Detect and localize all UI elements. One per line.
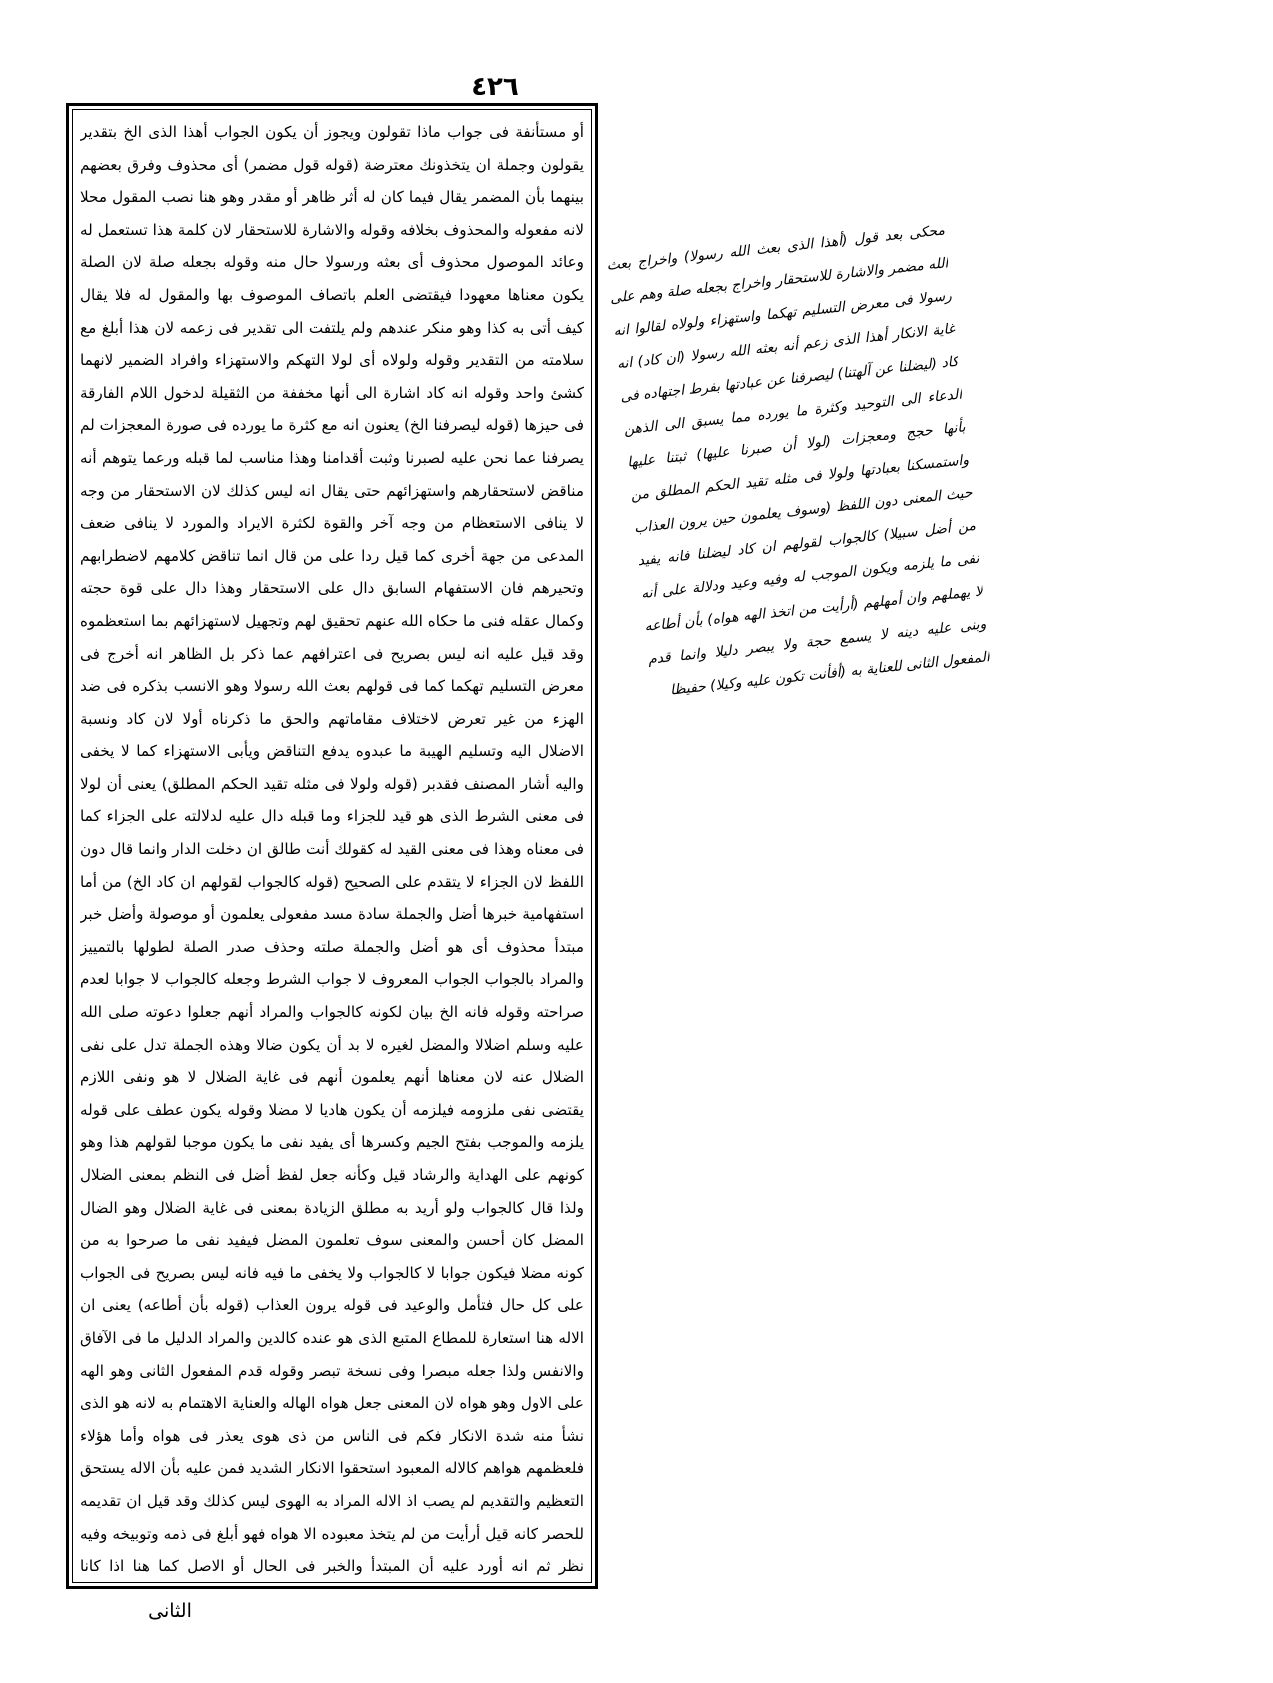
main-text-paragraph: أو مستأنفة فى جواب ماذا تقولون ويجوز أن يكون الجواب أهذا الذى الخ بتقدير يقولون وجملة ان يتخذونك معترضة (قوله قول مضمر) أى محذوف وفرق بعضهم بينهما بأن المضمر يقال فيما كان له أثر ظاهر أو مقدر وهو هنا نصب المقول محلا لانه مفعوله والمحذوف بخلافه وقوله والاشارة للاستحقار لان كلمة هذا تستعمل له وعائد الموصول محذوف أى بعثه ورسولا حال منه وقوله بجعله صلة لان الصلة يكون معناها معهودا فيقتضى العلم باتصاف الموصوف بها والمقول له فلا يقال كيف أتى به كذا وهو منكر عندهم ولم يلتفت الى تقدير فى زعمه لان هذا أبلغ مع سلامته من التقدير وقوله ولولاه أى لولا التهكم والاستهزاء وافراد الضمير لانهما كشئ واحد وقوله انه كاد اشارة الى أنها مخففة من الثقيلة لدخول اللام الفارقة فى حيزها (قوله ليصرفنا الخ) يعنون انه مع كثرة ما يورده فى صورة المعجزات لم يصرفنا عما نحن عليه لصبرنا وثبت أقدامنا وهذا مناسب لما قبله ورعما يتوهم أنه مناقض لاستحقارهم واستهزائهم حتى يقال انه ليس كذلك لان الاستحقار من وجه لا ينافى الاستعظام من وجه آخر والقوة لكثرة الايراد والمورد لا ينافى ضعف المدعى من جهة أخرى كما قيل ردا على من قال انما تناقض كلامهم لاضطرابهم وتحيرهم فان الاستفهام السابق دال على الاستحقار وهذا دال على قوة حجته وكمال عقله فنى ما حكاه الله عنهم تحقيق لهم وتجهيل لاستهزائهم بما استعظموه وقد قيل عليه انه ليس بصريح فى اعترافهم عما ذكر بل الظاهر انه أخرج فى معرض التسليم تهكما كما فى قولهم بعث الله رسولا وهو الانسب بذكره فى ضد الهزء من غير تعرض لاختلاف مقاماتهم والحق ما ذكرناه أولا لان كاد ونسبة الاضلال اليه وتسليم الهيبة ما عبدوه يدفع التناقض ويأبى الاستهزاء كما لا يخفى واليه أشار المصنف فقدبر (قوله ولولا فى مثله تقيد الحكم المطلق) يعنى أن لولا فى معنى الشرط الذى هو قيد للجزاء وما قبله دال عليه لدلالته على الجزاء كما فى معناه وهذا فى معنى القيد له كقولك أنت طالق ان دخلت الدار وانما قال دون اللفظ لان الجزاء لا يتقدم على الصحيح (قوله كالجواب لقولهم ان كاد الخ) من أما استفهامية خبرها أضل والجملة سادة مسد مفعولى يعلمون أو موصولة وأضل خبر مبتدأ محذوف أى هو أضل والجملة صلته وحذف صدر الصلة لطولها بالتمييز والمراد بالجواب الجواب المعروف لا جواب الشرط وجعله كالجواب لا جوابا لعدم صراحته وقوله فانه الخ بيان لكونه كالجواب والمراد أنهم جعلوا دعوته صلى الله عليه وسلم اضلالا والمضل لغيره لا بد أن يكون ضالا وهذه الجملة تدل على نفى الضلال عنه لان معناها أنهم يعلمون أنهم فى غاية الضلال لا هو ونفى اللازم يقتضى نفى ملزومه فيلزمه أن يكون هاديا لا مضلا وقوله يكون عطف على قوله يلزمه والموجب بفتح الجيم وكسرها أى يفيد نفى ما يكون موجبا لقولهم هذا وهو كونهم على الهداية والرشاد قيل وكأنه جعل لفظ أضل فى النظم بمعنى الضلال ولذا قال كالجواب ولو أريد به مطلق الزيادة بمعنى فى غاية الضلال وهو الضال المضل كان أحسن والمعنى سوف تعلمون المضل فيفيد نفى ما صرحوا به من كونه مضلا فيكون جوابا لا كالجواب ولا يخفى ما فيه فانه ليس بصريح فى الجواب على كل حال فتأمل والوعيد فى قوله يرون العذاب (قوله بأن أطاعه) يعنى ان الاله هنا استعارة للمطاع المتبع الذى هو عنده كالدين والمراد الدليل ما فى الآفاق والانفس ولذا جعله مبصرا وفى نسخة تبصر وقوله قدم المفعول الثانى وهو الهه على الاول وهو هواه لان المعنى جعل هواه الهاله والعناية الاهتمام به لانه هو الذى نشأ منه شدة الانكار فكم فى الناس من ذى هوى يعذر فى هواه وأما هؤلاء فلعظمهم هواهم كالاله المعبود استحقوا الانكار الشديد فمن عليه بأن الاله يستحق التعظيم والتقديم لم يصب اذ الاله المراد به الهوى ليس كذلك وقد قيل ان تقديمه للحصر كانه قيل أرأيت من لم يتخذ معبوده الا هواه فهو أبلغ فى ذمه وتوبيخه وفيه نظر ثم انه أورد عليه أن المبتدأ والخبر فى الحال أو الاصل كما هنا اذا كانا: [80, 123, 584, 1576]
page-number: ٤٢٦: [471, 72, 519, 102]
margin-note-text: محكى بعد قول (أهذا الذى بعث الله رسولا) واخراج بعث الله مضمر والاشارة للاستحقار واخراج بجعله صلة وهم على رسولا فى معرض التسليم تهكما واستهزاء ولولاه لقالوا انه غاية الانكار أهذا الذى زعم أنه بعثه الله رسولا (ان كاد) انه كاد (ليضلنا عن آلهتنا) ليصرفنا عن عبادتها بفرط اجتهاده فى الدعاء الى التوحيد وكثرة ما يورده مما يسبق الى الذهن بأنها حجج ومعجزات (لولا أن صبرنا عليها) ثبتنا عليها واستمسكنا بعبادتها ولولا فى مثله تقيد الحكم المطلق من حيث المعنى دون اللفظ (وسوف يعلمون حين يرون العذاب من أضل سبيلا) كالجواب لقولهم ان كاد ليضلنا فانه يفيد نفى ما يلزمه ويكون الموجب له وفيه وعيد ودلالة على أنه لا يهملهم وان أمهلهم (أرأيت من اتخذ الهه هواه) بأن أطاعه وبنى عليه دينه لا يسمع حجة ولا يبصر دليلا وانما قدم المفعول الثانى للعناية به (أفأنت تكون عليه وكيلا) حفيظا: [605, 222, 991, 699]
main-text-block: [80, 116, 584, 1576]
margin-note: [605, 214, 1018, 966]
catchword: الثانى: [148, 1600, 192, 1622]
